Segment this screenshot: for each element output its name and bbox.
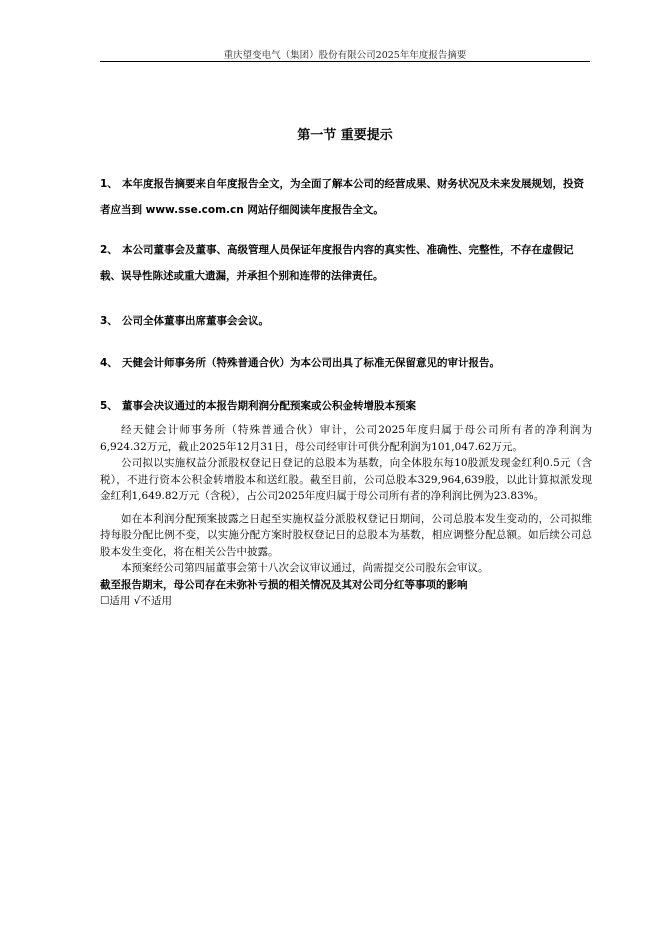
- item-number: 4、: [100, 357, 118, 369]
- header-rule: [100, 61, 590, 62]
- section-title: 第一节 重要提示: [297, 128, 393, 143]
- item-number: 1、: [100, 178, 118, 190]
- item-text: 天健会计师事务所（特殊普通合伙）为本公司出具了标准无保留意见的审计报告。: [122, 357, 500, 369]
- profit-paragraph-3: 如在本利润分配预案披露之日起至实施权益分派股权登记日期间，公司总股本发生变动的，公司拟维持每股分配比例不变，以实施分配方案时股权登记日的总股本为基数，相应调整分配总额。如后续公司总股本发生变化，将在相关公告中披露。: [100, 512, 592, 558]
- applicability-checkbox-line: ☐适用 √不适用: [100, 595, 172, 607]
- loss-heading: 截至报告期末，母公司存在未弥补亏损的相关情况及其对公司分红等事项的影响: [100, 578, 468, 591]
- item-text: 本年度报告摘要来自年度报告全文，为全面了解本公司的经营成果、财务状况及未来发展规划，投资者应当到 www.sse.com.cn 网站仔细阅读年度报告全文。: [100, 178, 584, 216]
- notice-item-3: [100, 308, 592, 334]
- item-number: 3、: [100, 315, 118, 327]
- profit-paragraph-2: 公司拟以实施权益分派股权登记日登记的总股本为基数，向全体股东每10股派发现金红利0.5元（含税），不进行资本公积金转增股本和送红股。截至目前，公司总股本329,964,639股，以此计算拟派发现金红利1,649.82万元（含税），占公司2025年度归属于母公司所有者的净利润比例为23.83%。: [100, 457, 592, 502]
- item-number: 2、: [100, 244, 118, 256]
- profit-plan-body: [100, 422, 592, 610]
- page-header: 重庆望变电气（集团）股份有限公司2025年年度报告摘要: [223, 50, 467, 61]
- notice-item-1: [100, 171, 592, 223]
- notice-item-5: [100, 393, 592, 419]
- item-number: 5、: [100, 400, 118, 412]
- profit-paragraph-4: 本预案经公司第四届董事会第十八次会议审议通过，尚需提交公司股东会审议。: [121, 562, 489, 574]
- notice-item-2: [100, 237, 592, 289]
- item-text: 公司全体董事出席董事会会议。: [122, 315, 269, 327]
- item-text: 董事会决议通过的本报告期利润分配预案或公积金转增股本预案: [122, 400, 416, 412]
- profit-paragraph-1: 经天健会计师事务所（特殊普通合伙）审计，公司2025年度归属于母公司所有者的净利润为6,924.32万元，截止2025年12月31日，母公司经审计可供分配利润为101,047.62万元。: [100, 424, 592, 453]
- notice-item-4: [100, 350, 592, 376]
- item-text: 本公司董事会及董事、高级管理人员保证年度报告内容的真实性、准确性、完整性，不存在虚假记载、误导性陈述或重大遗漏，并承担个别和连带的法律责任。: [100, 244, 574, 282]
